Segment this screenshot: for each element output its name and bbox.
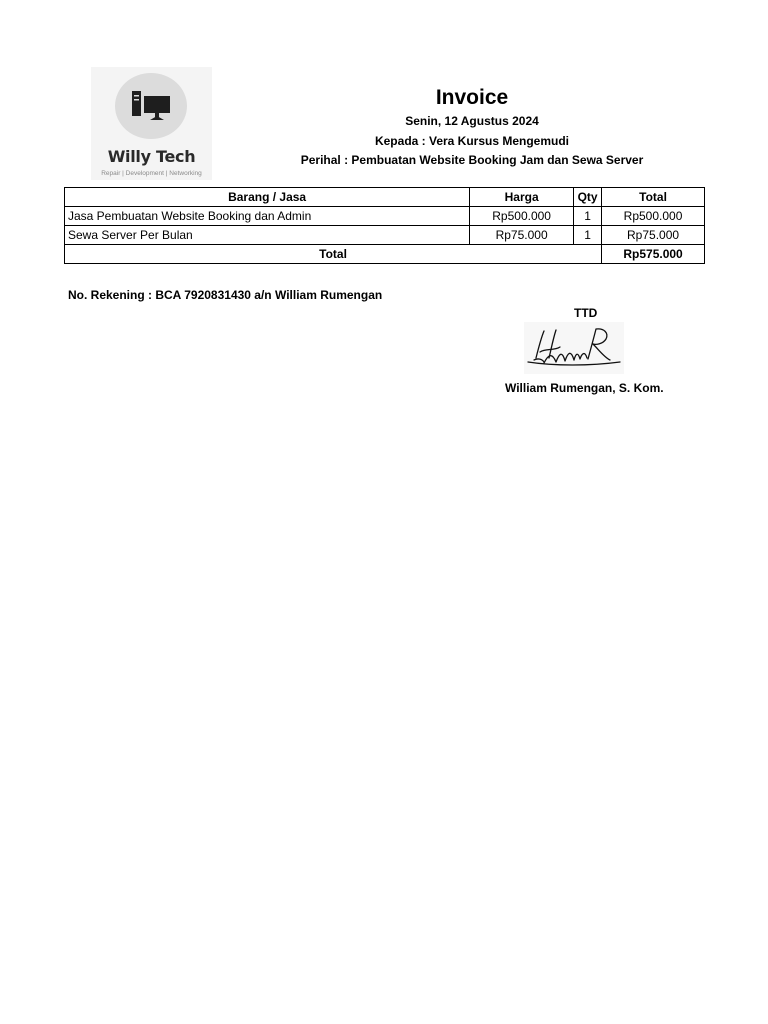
column-header-total: Total: [602, 188, 705, 207]
item-qty: 1: [574, 226, 602, 245]
column-header-qty: Qty: [574, 188, 602, 207]
invoice-subject: Perihal : Pembuatan Website Booking Jam dan Sewa Server: [300, 153, 644, 167]
item-price: Rp500.000: [470, 207, 574, 226]
signature-label: TTD: [574, 306, 598, 320]
table-header-row: [65, 188, 705, 207]
column-header-item: Barang / Jasa: [65, 188, 470, 207]
item-price: Rp75.000: [470, 226, 574, 245]
item-name: Sewa Server Per Bulan: [65, 226, 470, 245]
computer-icon: [91, 67, 212, 147]
item-total: Rp500.000: [602, 207, 705, 226]
invoice-recipient: Kepada : Vera Kursus Mengemudi: [374, 133, 570, 148]
table-row: [65, 207, 705, 226]
invoice-date: Senin, 12 Agustus 2024: [405, 114, 539, 128]
invoice-header: [212, 84, 732, 171]
logo-tagline: Repair | Development | Networking: [101, 170, 202, 177]
handwritten-signature: [524, 322, 624, 374]
item-name: Jasa Pembuatan Website Booking dan Admin: [65, 207, 470, 226]
total-label: Total: [65, 245, 602, 264]
total-value: Rp575.000: [602, 245, 705, 264]
signer-name: William Rumengan, S. Kom.: [505, 381, 664, 395]
invoice-title: Invoice: [435, 86, 509, 109]
item-qty: 1: [574, 207, 602, 226]
table-row: [65, 226, 705, 245]
company-logo: [91, 67, 212, 180]
bank-account-info: No. Rekening : BCA 7920831430 a/n William Rumengan: [68, 288, 383, 302]
logo-brand-name: Willy Tech: [107, 147, 196, 166]
column-header-price: Harga: [470, 188, 574, 207]
invoice-items-table: [64, 187, 705, 264]
item-total: Rp75.000: [602, 226, 705, 245]
total-row: [65, 245, 705, 264]
